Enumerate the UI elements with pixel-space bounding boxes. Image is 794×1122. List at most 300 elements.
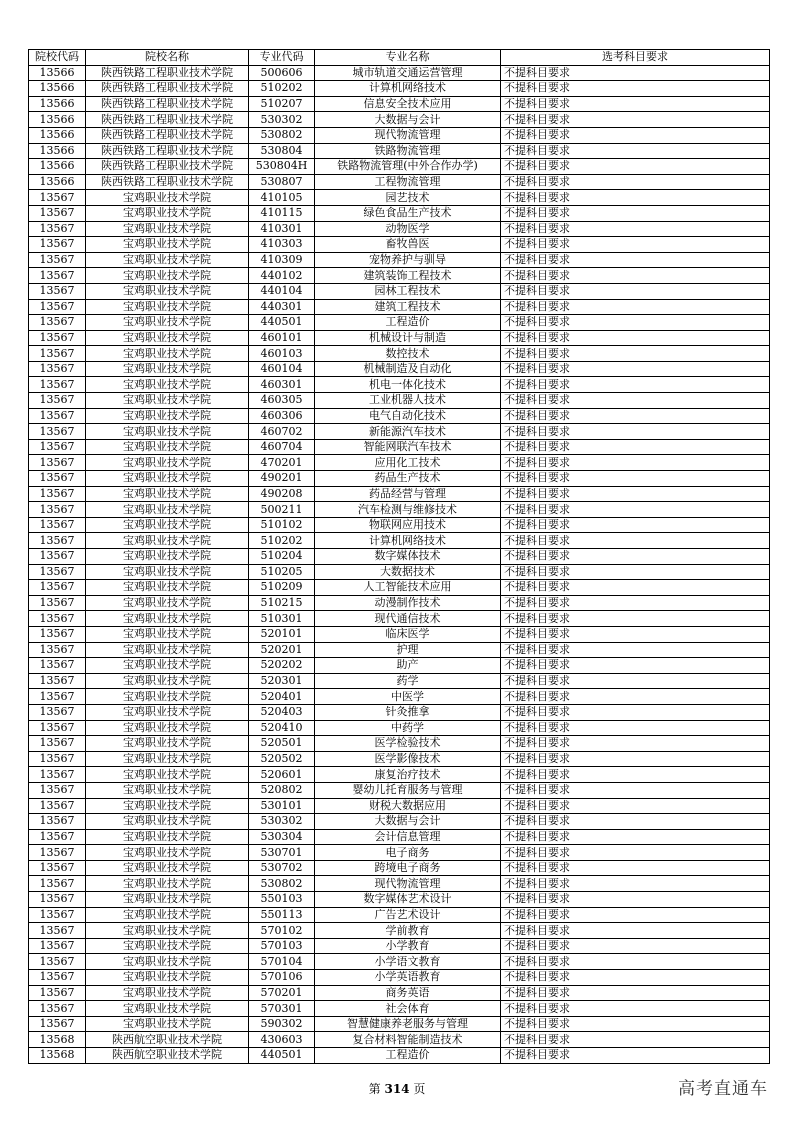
table-row [29, 595, 770, 611]
table-row [29, 626, 770, 642]
cell-subject-requirement: 不提科目要求 [501, 845, 770, 861]
cell-school-name: 宝鸡职业技术学院 [86, 814, 249, 830]
cell-school-code: 13567 [29, 829, 86, 845]
cell-school-code: 13567 [29, 471, 86, 487]
table-row [29, 642, 770, 658]
cell-subject-requirement: 不提科目要求 [501, 970, 770, 986]
cell-school-name: 宝鸡职业技术学院 [86, 673, 249, 689]
table-row [29, 923, 770, 939]
cell-major-name: 铁路物流管理 [315, 143, 501, 159]
table-row [29, 845, 770, 861]
cell-major-name: 广告艺术设计 [315, 907, 501, 923]
cell-school-name: 宝鸡职业技术学院 [86, 408, 249, 424]
cell-school-name: 陕西铁路工程职业技术学院 [86, 112, 249, 128]
cell-school-name: 陕西铁路工程职业技术学院 [86, 174, 249, 190]
table-row [29, 81, 770, 97]
cell-major-name: 绿色食品生产技术 [315, 205, 501, 221]
cell-school-code: 13567 [29, 611, 86, 627]
table-row [29, 65, 770, 81]
cell-major-code: 530702 [249, 860, 315, 876]
cell-school-name: 宝鸡职业技术学院 [86, 299, 249, 315]
table-row [29, 720, 770, 736]
cell-subject-requirement: 不提科目要求 [501, 876, 770, 892]
cell-subject-requirement: 不提科目要求 [501, 65, 770, 81]
cell-major-code: 550113 [249, 907, 315, 923]
cell-school-code: 13567 [29, 970, 86, 986]
cell-school-code: 13567 [29, 814, 86, 830]
header-subject-requirement: 选考科目要求 [501, 50, 770, 66]
cell-major-name: 机械制造及自动化 [315, 361, 501, 377]
cell-subject-requirement: 不提科目要求 [501, 346, 770, 362]
cell-major-name: 电子商务 [315, 845, 501, 861]
cell-school-name: 宝鸡职业技术学院 [86, 689, 249, 705]
table-row [29, 127, 770, 143]
cell-school-name: 陕西铁路工程职业技术学院 [86, 65, 249, 81]
table-row [29, 486, 770, 502]
cell-major-code: 520410 [249, 720, 315, 736]
cell-subject-requirement: 不提科目要求 [501, 127, 770, 143]
cell-major-code: 530802 [249, 876, 315, 892]
cell-major-code: 440104 [249, 283, 315, 299]
cell-school-code: 13567 [29, 517, 86, 533]
cell-major-name: 康复治疗技术 [315, 767, 501, 783]
cell-school-name: 宝鸡职业技术学院 [86, 190, 249, 206]
cell-subject-requirement: 不提科目要求 [501, 892, 770, 908]
table-row [29, 798, 770, 814]
table-row [29, 814, 770, 830]
cell-school-code: 13567 [29, 439, 86, 455]
cell-school-name: 宝鸡职业技术学院 [86, 767, 249, 783]
table-row [29, 424, 770, 440]
cell-subject-requirement: 不提科目要求 [501, 486, 770, 502]
cell-major-code: 570201 [249, 985, 315, 1001]
cell-school-code: 13567 [29, 564, 86, 580]
cell-school-code: 13567 [29, 782, 86, 798]
table-row [29, 673, 770, 689]
cell-school-name: 陕西铁路工程职业技术学院 [86, 127, 249, 143]
cell-major-name: 跨境电子商务 [315, 860, 501, 876]
cell-major-name: 医学影像技术 [315, 751, 501, 767]
cell-subject-requirement: 不提科目要求 [501, 782, 770, 798]
cell-school-name: 宝鸡职业技术学院 [86, 720, 249, 736]
cell-major-name: 医学检验技术 [315, 736, 501, 752]
cell-school-name: 宝鸡职业技术学院 [86, 642, 249, 658]
page-suffix: 页 [413, 1082, 426, 1096]
cell-subject-requirement: 不提科目要求 [501, 221, 770, 237]
table-row [29, 346, 770, 362]
cell-major-name: 机电一体化技术 [315, 377, 501, 393]
cell-major-code: 520802 [249, 782, 315, 798]
cell-school-name: 宝鸡职业技术学院 [86, 346, 249, 362]
cell-major-code: 520401 [249, 689, 315, 705]
cell-school-name: 宝鸡职业技术学院 [86, 1016, 249, 1032]
cell-subject-requirement: 不提科目要求 [501, 798, 770, 814]
cell-school-name: 宝鸡职业技术学院 [86, 564, 249, 580]
cell-school-name: 宝鸡职业技术学院 [86, 845, 249, 861]
cell-major-name: 社会体育 [315, 1001, 501, 1017]
cell-school-name: 宝鸡职业技术学院 [86, 907, 249, 923]
cell-school-name: 宝鸡职业技术学院 [86, 798, 249, 814]
table-row [29, 361, 770, 377]
table-row [29, 377, 770, 393]
table-row [29, 268, 770, 284]
cell-school-code: 13567 [29, 268, 86, 284]
table-row [29, 954, 770, 970]
table-row [29, 564, 770, 580]
cell-subject-requirement: 不提科目要求 [501, 580, 770, 596]
cell-major-code: 530302 [249, 112, 315, 128]
cell-school-name: 宝鸡职业技术学院 [86, 237, 249, 253]
page-number [0, 1080, 794, 1097]
cell-major-name: 大数据技术 [315, 564, 501, 580]
cell-major-name: 小学语文教育 [315, 954, 501, 970]
cell-major-code: 510204 [249, 549, 315, 565]
cell-school-name: 宝鸡职业技术学院 [86, 549, 249, 565]
cell-subject-requirement: 不提科目要求 [501, 907, 770, 923]
cell-subject-requirement: 不提科目要求 [501, 439, 770, 455]
cell-school-code: 13567 [29, 720, 86, 736]
cell-school-name: 陕西航空职业技术学院 [86, 1048, 249, 1064]
cell-school-name: 宝鸡职业技术学院 [86, 658, 249, 674]
cell-school-code: 13567 [29, 704, 86, 720]
brand-watermark-text: 高考直通车 [678, 1079, 768, 1099]
cell-school-name: 宝鸡职业技术学院 [86, 985, 249, 1001]
page-prefix: 第 [368, 1082, 381, 1096]
cell-major-name: 现代通信技术 [315, 611, 501, 627]
cell-major-code: 440501 [249, 1048, 315, 1064]
header-major-name: 专业名称 [315, 50, 501, 66]
cell-major-name: 工业机器人技术 [315, 393, 501, 409]
cell-subject-requirement: 不提科目要求 [501, 954, 770, 970]
table-body [29, 65, 770, 1063]
table-row [29, 190, 770, 206]
cell-subject-requirement: 不提科目要求 [501, 611, 770, 627]
cell-school-name: 宝鸡职业技术学院 [86, 361, 249, 377]
cell-major-name: 药品生产技术 [315, 471, 501, 487]
cell-school-code: 13567 [29, 252, 86, 268]
page-number-value: 314 [384, 1082, 410, 1096]
cell-school-code: 13566 [29, 174, 86, 190]
cell-major-name: 城市轨道交通运营管理 [315, 65, 501, 81]
cell-subject-requirement: 不提科目要求 [501, 408, 770, 424]
cell-school-name: 宝鸡职业技术学院 [86, 205, 249, 221]
table-row [29, 1001, 770, 1017]
table-row [29, 221, 770, 237]
table-row [29, 767, 770, 783]
cell-major-code: 510102 [249, 517, 315, 533]
cell-school-name: 宝鸡职业技术学院 [86, 330, 249, 346]
table-header-row [29, 50, 770, 66]
cell-major-code: 440301 [249, 299, 315, 315]
cell-subject-requirement: 不提科目要求 [501, 673, 770, 689]
cell-major-name: 药学 [315, 673, 501, 689]
cell-school-name: 宝鸡职业技术学院 [86, 860, 249, 876]
table-row [29, 829, 770, 845]
cell-school-name: 宝鸡职业技术学院 [86, 751, 249, 767]
cell-major-code: 410303 [249, 237, 315, 253]
cell-school-name: 宝鸡职业技术学院 [86, 829, 249, 845]
cell-subject-requirement: 不提科目要求 [501, 1032, 770, 1048]
cell-major-code: 530804 [249, 143, 315, 159]
cell-school-code: 13567 [29, 892, 86, 908]
cell-major-name: 机械设计与制造 [315, 330, 501, 346]
cell-major-code: 530701 [249, 845, 315, 861]
cell-major-name: 数字媒体艺术设计 [315, 892, 501, 908]
cell-school-code: 13567 [29, 486, 86, 502]
cell-major-name: 宠物养护与驯导 [315, 252, 501, 268]
cell-school-code: 13567 [29, 393, 86, 409]
cell-school-name: 宝鸡职业技术学院 [86, 595, 249, 611]
cell-major-code: 530807 [249, 174, 315, 190]
cell-major-name: 园艺技术 [315, 190, 501, 206]
cell-major-name: 动物医学 [315, 221, 501, 237]
cell-major-name: 物联网应用技术 [315, 517, 501, 533]
table-row [29, 985, 770, 1001]
cell-major-code: 440501 [249, 315, 315, 331]
table-row [29, 1016, 770, 1032]
cell-school-code: 13567 [29, 315, 86, 331]
cell-major-code: 530802 [249, 127, 315, 143]
cell-major-code: 520202 [249, 658, 315, 674]
cell-major-code: 510301 [249, 611, 315, 627]
cell-major-name: 动漫制作技术 [315, 595, 501, 611]
cell-school-name: 宝鸡职业技术学院 [86, 736, 249, 752]
cell-school-code: 13567 [29, 860, 86, 876]
cell-school-code: 13567 [29, 658, 86, 674]
table-row [29, 907, 770, 923]
cell-school-code: 13567 [29, 283, 86, 299]
cell-subject-requirement: 不提科目要求 [501, 174, 770, 190]
cell-subject-requirement: 不提科目要求 [501, 533, 770, 549]
cell-school-name: 宝鸡职业技术学院 [86, 970, 249, 986]
cell-school-name: 陕西铁路工程职业技术学院 [86, 159, 249, 175]
cell-major-code: 410309 [249, 252, 315, 268]
cell-major-code: 520501 [249, 736, 315, 752]
cell-school-name: 陕西航空职业技术学院 [86, 1032, 249, 1048]
cell-subject-requirement: 不提科目要求 [501, 1048, 770, 1064]
cell-school-code: 13567 [29, 549, 86, 565]
table-row [29, 517, 770, 533]
cell-major-name: 数字媒体技术 [315, 549, 501, 565]
cell-school-code: 13567 [29, 533, 86, 549]
cell-subject-requirement: 不提科目要求 [501, 159, 770, 175]
cell-major-name: 园林工程技术 [315, 283, 501, 299]
cell-school-code: 13567 [29, 1016, 86, 1032]
cell-subject-requirement: 不提科目要求 [501, 704, 770, 720]
cell-major-name: 护理 [315, 642, 501, 658]
cell-school-code: 13567 [29, 626, 86, 642]
cell-school-name: 宝鸡职业技术学院 [86, 252, 249, 268]
cell-subject-requirement: 不提科目要求 [501, 658, 770, 674]
cell-school-code: 13567 [29, 938, 86, 954]
cell-major-code: 520502 [249, 751, 315, 767]
cell-school-name: 宝鸡职业技术学院 [86, 876, 249, 892]
cell-major-name: 应用化工技术 [315, 455, 501, 471]
cell-major-code: 500606 [249, 65, 315, 81]
cell-school-name: 宝鸡职业技术学院 [86, 580, 249, 596]
cell-major-name: 临床医学 [315, 626, 501, 642]
cell-school-code: 13567 [29, 923, 86, 939]
table-row [29, 393, 770, 409]
cell-major-code: 460305 [249, 393, 315, 409]
cell-school-code: 13567 [29, 876, 86, 892]
cell-subject-requirement: 不提科目要求 [501, 81, 770, 97]
cell-school-code: 13567 [29, 845, 86, 861]
cell-major-code: 490208 [249, 486, 315, 502]
cell-school-code: 13567 [29, 954, 86, 970]
cell-school-code: 13566 [29, 81, 86, 97]
table-row [29, 736, 770, 752]
cell-school-name: 宝鸡职业技术学院 [86, 377, 249, 393]
cell-subject-requirement: 不提科目要求 [501, 923, 770, 939]
cell-subject-requirement: 不提科目要求 [501, 143, 770, 159]
cell-school-name: 宝鸡职业技术学院 [86, 283, 249, 299]
cell-subject-requirement: 不提科目要求 [501, 502, 770, 518]
table-row [29, 237, 770, 253]
table-row [29, 782, 770, 798]
cell-major-code: 410301 [249, 221, 315, 237]
cell-major-name: 商务英语 [315, 985, 501, 1001]
cell-school-code: 13567 [29, 205, 86, 221]
cell-school-code: 13567 [29, 907, 86, 923]
cell-major-code: 520101 [249, 626, 315, 642]
cell-school-code: 13567 [29, 237, 86, 253]
table-row [29, 938, 770, 954]
cell-subject-requirement: 不提科目要求 [501, 455, 770, 471]
cell-school-code: 13566 [29, 65, 86, 81]
cell-major-name: 计算机网络技术 [315, 81, 501, 97]
cell-major-code: 590302 [249, 1016, 315, 1032]
cell-major-name: 新能源汽车技术 [315, 424, 501, 440]
cell-major-name: 小学教育 [315, 938, 501, 954]
table-row [29, 1032, 770, 1048]
cell-subject-requirement: 不提科目要求 [501, 361, 770, 377]
cell-school-code: 13567 [29, 767, 86, 783]
cell-major-code: 570301 [249, 1001, 315, 1017]
cell-subject-requirement: 不提科目要求 [501, 720, 770, 736]
cell-school-name: 宝鸡职业技术学院 [86, 938, 249, 954]
cell-school-name: 宝鸡职业技术学院 [86, 517, 249, 533]
cell-major-name: 智能网联汽车技术 [315, 439, 501, 455]
table-row [29, 283, 770, 299]
cell-school-name: 宝鸡职业技术学院 [86, 268, 249, 284]
cell-school-code: 13567 [29, 580, 86, 596]
cell-subject-requirement: 不提科目要求 [501, 112, 770, 128]
table-container [28, 49, 769, 1064]
cell-subject-requirement: 不提科目要求 [501, 860, 770, 876]
table-row [29, 330, 770, 346]
cell-major-name: 电气自动化技术 [315, 408, 501, 424]
cell-school-name: 宝鸡职业技术学院 [86, 892, 249, 908]
cell-school-code: 13567 [29, 798, 86, 814]
cell-major-code: 430603 [249, 1032, 315, 1048]
cell-major-code: 570106 [249, 970, 315, 986]
cell-subject-requirement: 不提科目要求 [501, 252, 770, 268]
cell-major-code: 500211 [249, 502, 315, 518]
cell-subject-requirement: 不提科目要求 [501, 283, 770, 299]
cell-school-code: 13566 [29, 127, 86, 143]
cell-school-code: 13568 [29, 1032, 86, 1048]
table-row [29, 892, 770, 908]
cell-major-code: 530302 [249, 814, 315, 830]
cell-school-code: 13567 [29, 346, 86, 362]
cell-major-code: 570104 [249, 954, 315, 970]
cell-school-code: 13567 [29, 330, 86, 346]
cell-school-code: 13567 [29, 642, 86, 658]
cell-major-code: 460101 [249, 330, 315, 346]
cell-subject-requirement: 不提科目要求 [501, 829, 770, 845]
cell-subject-requirement: 不提科目要求 [501, 564, 770, 580]
cell-major-code: 460702 [249, 424, 315, 440]
cell-school-code: 13566 [29, 96, 86, 112]
cell-major-name: 计算机网络技术 [315, 533, 501, 549]
cell-major-name: 复合材料智能制造技术 [315, 1032, 501, 1048]
table-row [29, 970, 770, 986]
cell-major-name: 信息安全技术应用 [315, 96, 501, 112]
cell-major-code: 510209 [249, 580, 315, 596]
cell-major-name: 数控技术 [315, 346, 501, 362]
cell-subject-requirement: 不提科目要求 [501, 377, 770, 393]
table-row [29, 252, 770, 268]
cell-subject-requirement: 不提科目要求 [501, 595, 770, 611]
cell-subject-requirement: 不提科目要求 [501, 190, 770, 206]
cell-major-name: 工程造价 [315, 1048, 501, 1064]
cell-school-name: 宝鸡职业技术学院 [86, 1001, 249, 1017]
cell-school-name: 陕西铁路工程职业技术学院 [86, 81, 249, 97]
table-row [29, 876, 770, 892]
cell-major-name: 针灸推拿 [315, 704, 501, 720]
cell-subject-requirement: 不提科目要求 [501, 1001, 770, 1017]
cell-major-name: 中医学 [315, 689, 501, 705]
cell-major-name: 中药学 [315, 720, 501, 736]
cell-school-name: 宝鸡职业技术学院 [86, 221, 249, 237]
cell-school-name: 宝鸡职业技术学院 [86, 502, 249, 518]
table-row [29, 174, 770, 190]
cell-major-name: 人工智能技术应用 [315, 580, 501, 596]
cell-school-code: 13567 [29, 502, 86, 518]
cell-major-name: 畜牧兽医 [315, 237, 501, 253]
cell-subject-requirement: 不提科目要求 [501, 626, 770, 642]
cell-major-name: 现代物流管理 [315, 127, 501, 143]
cell-major-code: 410105 [249, 190, 315, 206]
cell-school-code: 13566 [29, 112, 86, 128]
cell-school-name: 宝鸡职业技术学院 [86, 393, 249, 409]
cell-school-code: 13567 [29, 377, 86, 393]
cell-school-code: 13568 [29, 1048, 86, 1064]
cell-school-name: 宝鸡职业技术学院 [86, 782, 249, 798]
cell-school-name: 宝鸡职业技术学院 [86, 455, 249, 471]
cell-major-name: 药品经营与管理 [315, 486, 501, 502]
cell-school-code: 13567 [29, 1001, 86, 1017]
table-row [29, 658, 770, 674]
cell-subject-requirement: 不提科目要求 [501, 268, 770, 284]
table-row [29, 439, 770, 455]
cell-major-name: 助产 [315, 658, 501, 674]
cell-major-name: 学前教育 [315, 923, 501, 939]
cell-major-code: 530101 [249, 798, 315, 814]
table-row [29, 689, 770, 705]
cell-school-code: 13567 [29, 190, 86, 206]
cell-school-code: 13567 [29, 751, 86, 767]
table-row [29, 205, 770, 221]
cell-subject-requirement: 不提科目要求 [501, 1016, 770, 1032]
table-row [29, 533, 770, 549]
cell-subject-requirement: 不提科目要求 [501, 814, 770, 830]
cell-major-code: 520201 [249, 642, 315, 658]
cell-school-code: 13567 [29, 424, 86, 440]
cell-major-code: 510207 [249, 96, 315, 112]
table-row [29, 96, 770, 112]
